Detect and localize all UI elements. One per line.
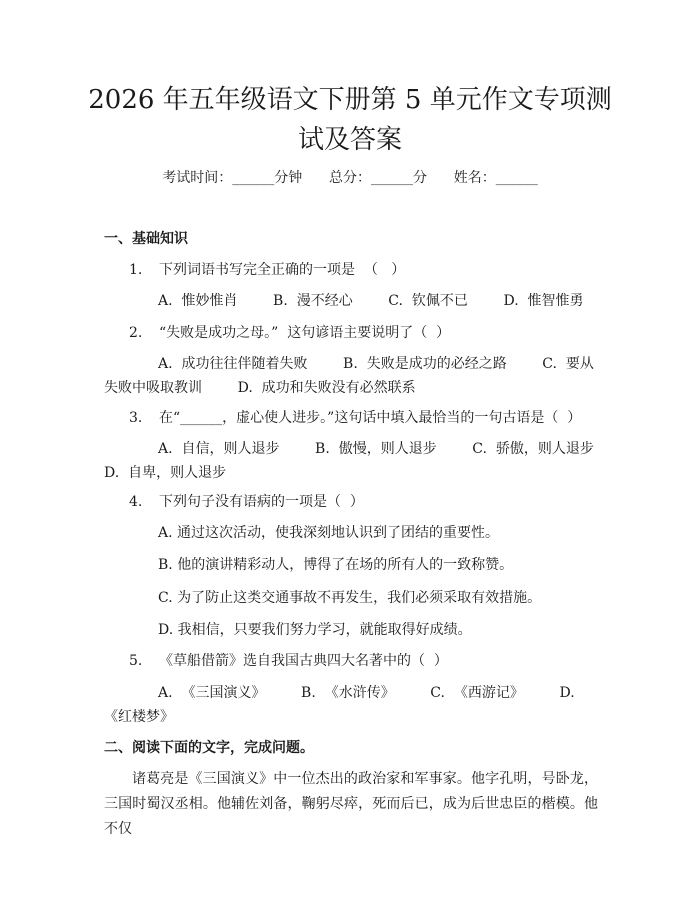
question-4-option-b: B. 他的演讲精彩动人，博得了在场的所有人的一致称赞。 <box>158 557 514 573</box>
question-3 <box>129 407 581 429</box>
question-number: 4. <box>129 494 143 510</box>
question-text: 《草船借箭》选自我国古典四大名著中的（ ） <box>159 653 448 669</box>
question-number: 5. <box>129 653 143 669</box>
question-1-options: A. 惟妙惟肖 B. 漫不经心 C. 钦佩不已 D. 惟智惟勇 <box>158 293 584 309</box>
question-number: 3. <box>129 410 143 426</box>
question-text: 下列词语书写完全正确的一项是 （ ） <box>159 262 406 278</box>
question-4-option-a: A. 通过这次活动，使我深刻地认识到了团结的重要性。 <box>158 525 500 541</box>
title-line-1: 2026 年五年级语文下册第 5 单元作文专项测 <box>88 85 612 115</box>
question-1 <box>129 259 405 281</box>
document-title <box>70 80 630 160</box>
question-4-option-c: C. 为了防止这类交通事故不再发生，我们必须采取有效措施。 <box>158 590 542 606</box>
question-text: 下列句子没有语病的一项是（ ） <box>159 494 364 510</box>
question-text: 在“______，虚心使人进步。”这句话中填入最恰当的一句古语是（ ） <box>159 410 582 426</box>
question-number: 2. <box>129 325 143 341</box>
question-text: “失败是成功之母。” 这句谚语主要说明了（ ） <box>159 325 451 341</box>
exam-info: 考试时间：______分钟 总分：______分 姓名：______ <box>162 170 538 186</box>
section-1-heading: 一、基础知识 <box>104 231 188 247</box>
reading-passage: 诸葛亮是《三国演义》中一位杰出的政治家和军事家。他字孔明，号卧龙，三国时蜀汉丞相。他辅佐刘备，鞠躬尽瘁，死而后已，成为后世忠臣的楷模。他不仅 <box>104 771 598 837</box>
question-4 <box>129 491 364 513</box>
question-4-option-d: D. 我相信，只要我们努力学习，就能取得好成绩。 <box>158 622 472 638</box>
question-5 <box>129 650 448 672</box>
question-2 <box>129 322 450 344</box>
question-3-options: A. 自信，则人退步 B. 傲慢，则人退步 C. 骄傲，则人退步 D. 自卑，则人退步 <box>104 441 630 481</box>
title-line-2: 试及答案 <box>297 125 402 155</box>
question-2-options: A. 成功往往伴随着失败 B. 失败是成功的必经之路 C. 要从失败中吸取教训 D. 成功和失败没有必然联系 <box>104 356 594 396</box>
question-5-options: A. 《三国演义》 B. 《水浒传》 C. 《西游记》 D. 《红楼梦》 <box>104 685 584 725</box>
section-2-heading: 二、阅读下面的文字，完成问题。 <box>104 740 314 756</box>
question-number: 1. <box>129 262 143 278</box>
